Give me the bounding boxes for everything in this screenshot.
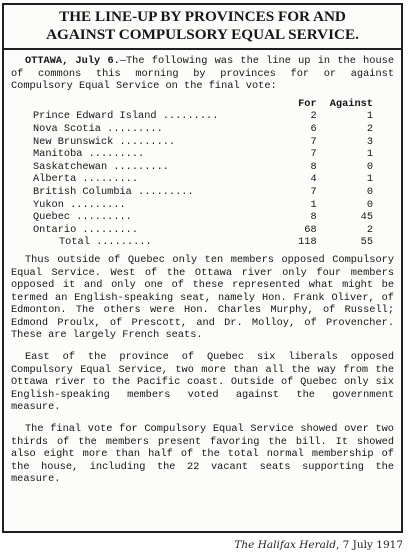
for-count: 2 — [310, 110, 317, 123]
against-count: 1 — [366, 148, 373, 161]
vote-table-header — [33, 98, 373, 111]
province-name: Quebec ......... — [33, 211, 132, 224]
header-against: Against — [329, 97, 373, 110]
table-row — [33, 148, 373, 161]
for-count: 4 — [310, 173, 317, 186]
headline-line-2: AGAINST COMPULSORY EQUAL SERVICE. — [46, 26, 359, 43]
total-label: Total ......... — [59, 236, 152, 249]
against-count: 1 — [366, 173, 373, 186]
total-against: 55 — [360, 236, 373, 249]
headline — [11, 8, 394, 44]
total-row — [33, 236, 373, 249]
body-paragraph-1: Thus outside of Quebec only ten members opposed Compulsory Equal Service. West of the Ottawa river only four members opposed it and only one of these represented what might be termed an English-speaking seat, namely Hon. Frank Oliver, of Edmonton. The others were Hon. Charles Murphy, of Russell; Edmond Proulx, of Prescott, and Dr. Molloy, of Provencher. These are largely French seats. — [11, 253, 394, 342]
vote-table — [33, 98, 373, 249]
intro-text: —The following was the line up in the house of commons this morning by provinces for or against Compulsory Equal Service on the final vote: — [11, 55, 395, 93]
table-row — [33, 211, 373, 224]
for-count: 6 — [310, 122, 317, 135]
for-count: 8 — [310, 160, 317, 173]
table-row — [33, 186, 373, 199]
total-for: 118 — [298, 236, 317, 249]
against-count: 2 — [366, 223, 373, 236]
province-name: Saskatchewan ......... — [33, 160, 169, 173]
headline-line-1: THE LINE-UP BY PROVINCES FOR AND — [59, 8, 346, 25]
province-name: Nova Scotia ......... — [33, 122, 163, 135]
caption-date: , 7 July 1917 — [335, 539, 403, 551]
dateline: OTTAWA, July 6. — [25, 55, 120, 67]
table-row — [33, 110, 373, 123]
newspaper-clipping — [2, 3, 403, 533]
caption-publication: The Halifax Herald — [234, 539, 336, 551]
province-name: British Columbia ......... — [33, 185, 194, 198]
against-count: 3 — [366, 135, 373, 148]
against-count: 2 — [366, 122, 373, 135]
source-caption — [234, 539, 403, 551]
against-count: 0 — [366, 198, 373, 211]
province-name: Prince Edward Island ......... — [33, 110, 219, 123]
province-name: Ontario ......... — [33, 223, 139, 236]
body-paragraph-2: East of the province of Quebec six liberals opposed Compulsory Equal Service, two more than all the way from the Ottawa river to the Pacific coast. Outside of Quebec only six English-speaking members voted against the government measure. — [11, 351, 394, 414]
for-count: 7 — [310, 135, 317, 148]
for-count: 68 — [304, 223, 317, 236]
province-name: New Brunswick ......... — [33, 135, 176, 148]
table-row — [33, 161, 373, 174]
headline-rule — [4, 48, 401, 50]
province-name: Yukon ......... — [33, 198, 126, 211]
against-count: 0 — [366, 185, 373, 198]
for-count: 8 — [310, 211, 317, 224]
table-row — [33, 136, 373, 149]
against-count: 1 — [366, 110, 373, 123]
table-row — [33, 173, 373, 186]
header-for: For — [298, 97, 317, 110]
table-row — [33, 199, 373, 212]
table-row — [33, 123, 373, 136]
province-name: Manitoba ......... — [33, 148, 145, 161]
for-count: 1 — [310, 198, 317, 211]
for-count: 7 — [310, 148, 317, 161]
against-count: 0 — [366, 160, 373, 173]
intro-paragraph — [11, 55, 394, 93]
table-row — [33, 224, 373, 237]
body-paragraph-3: The final vote for Compulsory Equal Service showed over two thirds of the members present favoring the bill. It showed also eight more than half of the total normal membership of the house, including the 22 vacant seats supporting the measure. — [11, 423, 394, 486]
for-count: 7 — [310, 185, 317, 198]
province-name: Alberta ......... — [33, 173, 139, 186]
against-count: 45 — [360, 211, 373, 224]
